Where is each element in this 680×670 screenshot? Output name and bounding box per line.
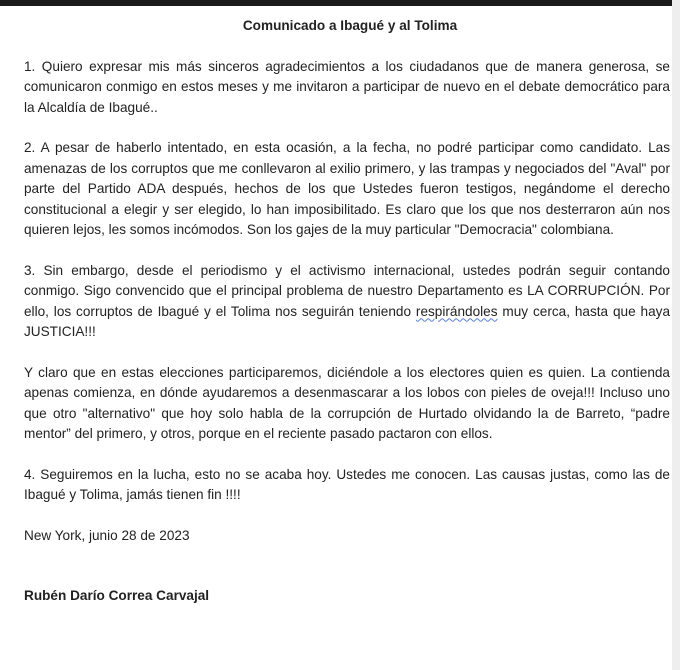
signature-name: Rubén Darío Correa Carvajal	[24, 588, 210, 603]
paragraph-1: 1. Quiero expresar mis más sinceros agradecimientos a los ciudadanos que de manera generosa, se comunicaron conmigo en estos meses y me invitaron a participar de nuevo en el debate democrático para la Alcaldía de Ibagué..	[24, 58, 670, 115]
paragraph-3-text-a: 3. Sin embargo, desde el periodismo y el activismo internacional, ustedes podrán seguir contando conmigo. Sigo convencido que el principal problema de nuestro Departamento es LA CORRUPCIÓN. Por ello, los corruptos de Ibagué y el Tolima nos seguirán teniendo	[24, 262, 670, 319]
paragraph-5: 4. Seguiremos en la lucha, esto no se acaba hoy. Ustedes me conocen. Las causas justas, como las de Ibagué y Tolima, jamás tienen fin !!!!	[24, 466, 670, 502]
right-edge-strip	[672, 0, 680, 670]
paragraph-3-text-b: muy cerca, hasta que haya JUSTICIA!!!	[24, 303, 671, 339]
top-border	[0, 0, 680, 6]
paragraph-2: 2. A pesar de haberlo intentado, en esta ocasión, a la fecha, no podré participar como candidato. Las amenazas de los corruptos que me conllevaron al exilio primero, y las trampas y negociados del "Aval" por parte del Partido ADA después, hechos de los que Ustedes fueron testigos, negándome el derecho constitucional a elegir y ser elegido, lo han imposibilitado. Es claro que los que nos desterraron aún nos quieren lejos, les somos incómodos. Son los gajes de la muy particular "Democracia" colombiana.	[24, 140, 670, 237]
spellcheck-underlined-word: respirándoles	[415, 303, 498, 319]
place-and-date: New York, junio 28 de 2023	[24, 527, 190, 543]
paragraph-4: Y claro que en estas elecciones participaremos, diciéndole a los electores quien es quien. La contienda apenas comienza, en dónde ayudaremos a desenmascarar a los lobos con pieles de oveja!!! Incluso uno que otro "alternativo" que hoy solo habla de la corrupción de Hurtado olvidando la de Barreto, “padre mentor” del primero, y otros, porque en el reciente pasado pactaron con ellos.	[24, 364, 670, 441]
document-title: Comunicado a Ibagué y al Tolima	[242, 18, 458, 33]
letter-document	[24, 16, 670, 607]
paragraph-3	[24, 261, 670, 343]
